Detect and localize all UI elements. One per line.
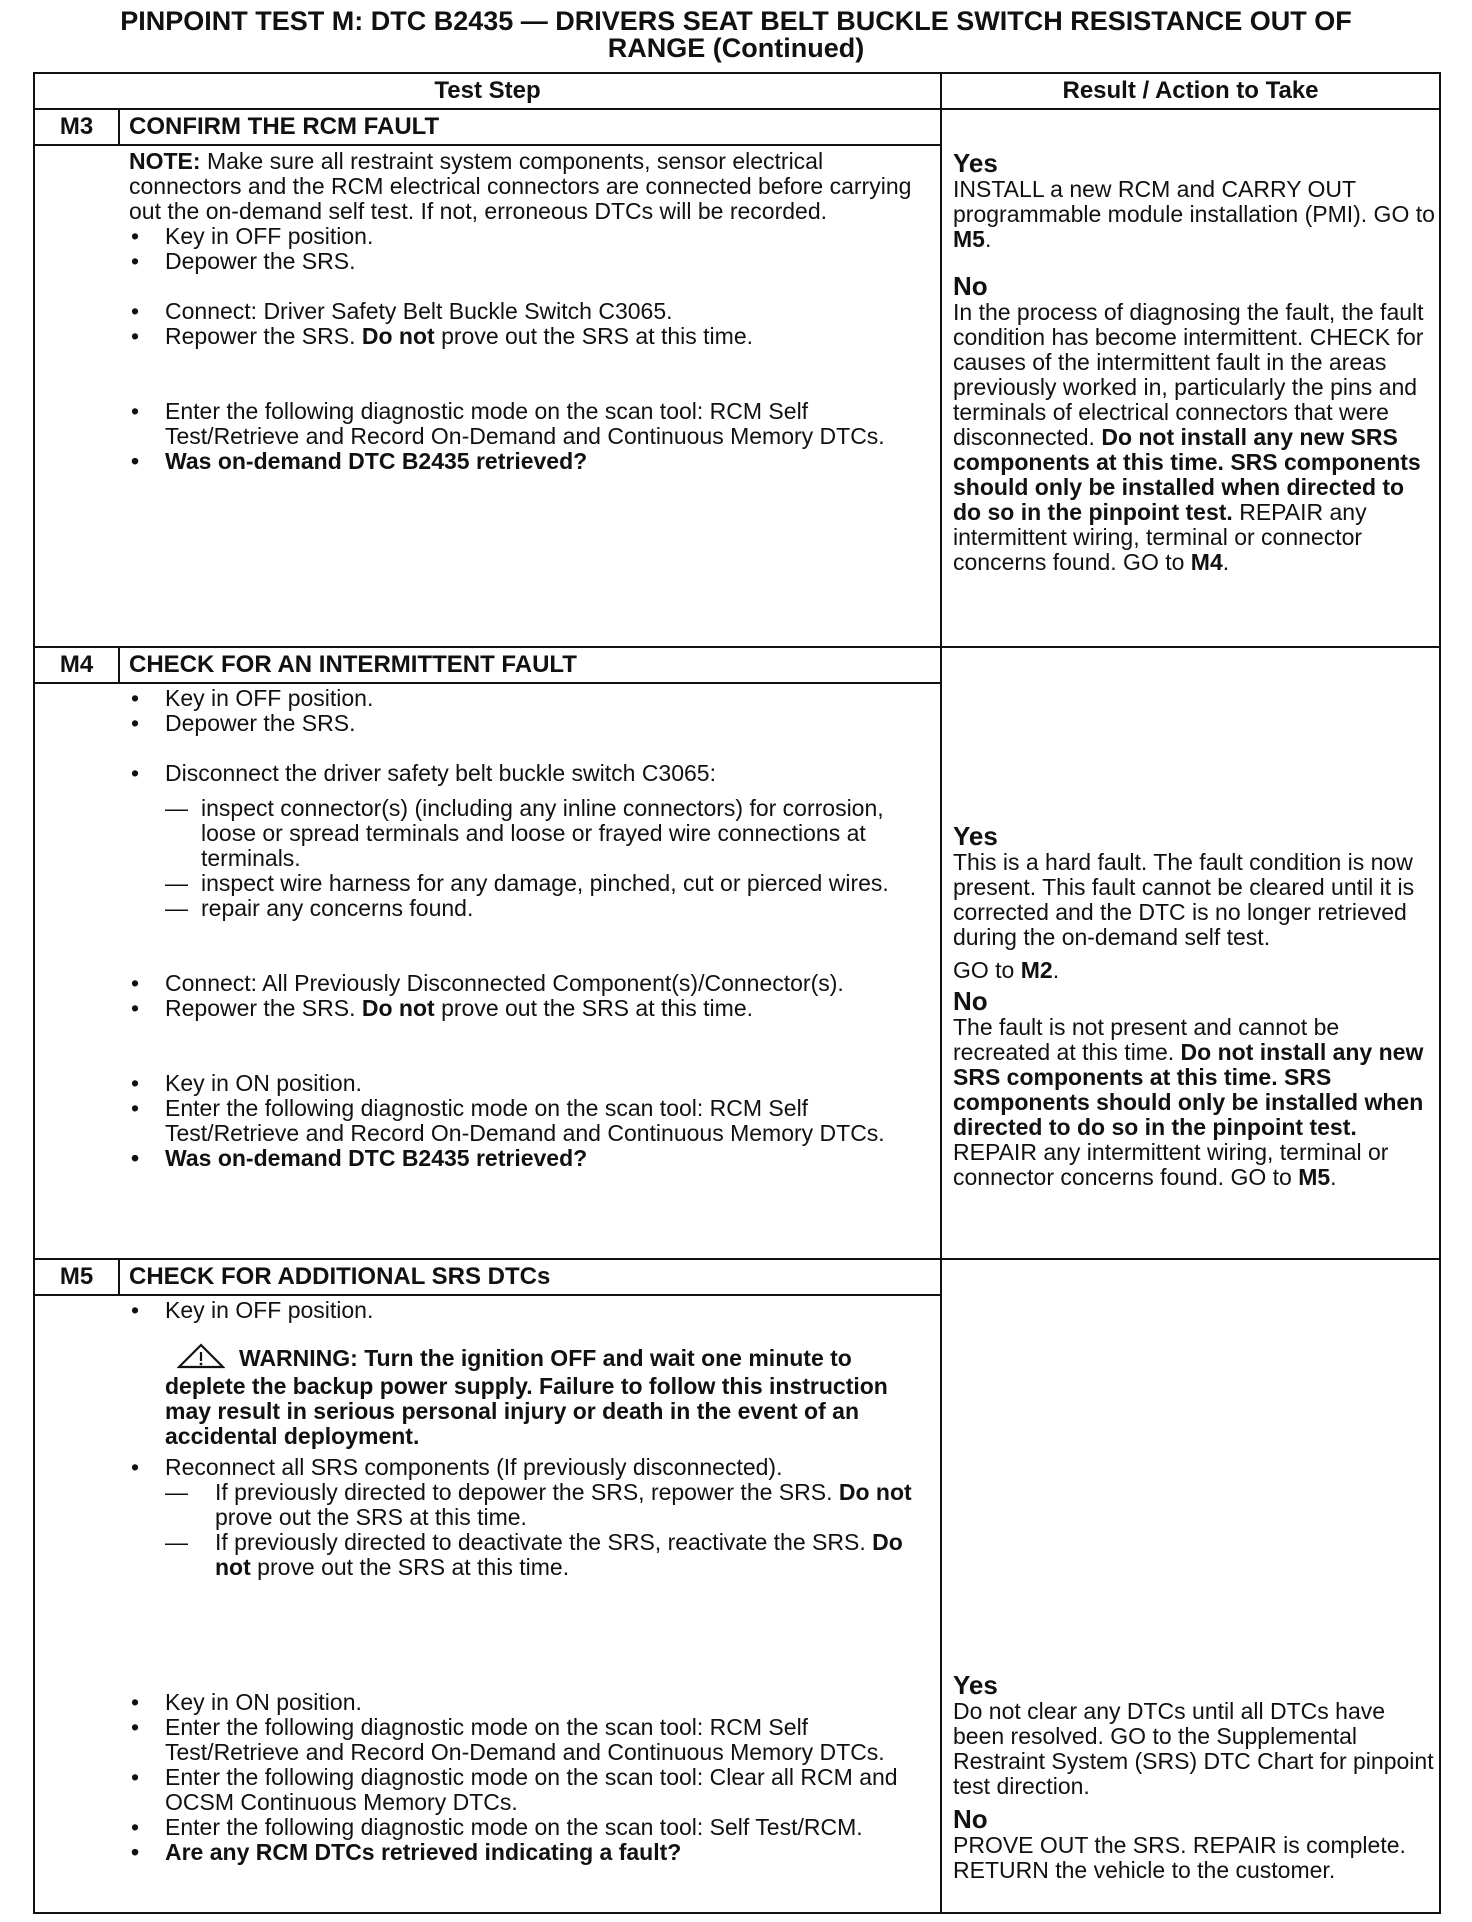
- m5-no-text: PROVE OUT the SRS. REPAIR is complete. RETURN the vehicle to the customer.: [953, 1832, 1406, 1883]
- list-item: • Enter the following diagnostic mode on the scan tool: RCM Self Test/Retrieve and Record On-Demand and Continuous Memory DTCs.: [129, 1096, 929, 1146]
- list-item: • Enter the following diagnostic mode on the scan tool: Clear all RCM and OCSM Continuous Memory DTCs.: [129, 1765, 929, 1815]
- list-item: • Disconnect the driver safety belt buckle switch C3065:: [129, 761, 929, 786]
- yes-label: Yes: [953, 1670, 998, 1700]
- list-item: • Key in ON position.: [129, 1690, 929, 1715]
- list-item: • Depower the SRS.: [129, 711, 929, 736]
- step-id-m3: M3: [59, 113, 94, 141]
- list-item: • Key in OFF position.: [129, 224, 929, 249]
- m3-steps: [129, 224, 929, 474]
- m5-result-body: [953, 1671, 1437, 1883]
- list-item: • Are any RCM DTCs retrieved indicating a fault?: [129, 1840, 929, 1865]
- title-line-2: RANGE (Continued): [607, 33, 865, 63]
- column-divider: [940, 74, 942, 1912]
- m4-steps-2: [129, 971, 929, 1171]
- list-item: — If previously directed to depower the SRS, repower the SRS. Do not prove out the SRS at this time.: [165, 1480, 929, 1530]
- m3-note: [129, 149, 929, 224]
- m3-yes-text: INSTALL a new RCM and CARRY OUT programmable module installation (PMI). GO to M5.: [953, 176, 1435, 252]
- step-title-rule: [35, 1294, 940, 1296]
- yes-label: Yes: [953, 821, 998, 851]
- m4-result-body: [953, 822, 1435, 1190]
- header-test-step: Test Step: [434, 77, 541, 105]
- warning-text: WARNING: Turn the ignition OFF and wait one minute to deplete the backup power supply. Failure to follow this instruction may result in serious personal injury or death in the event of an accidental deployment.: [165, 1345, 888, 1449]
- yes-label: Yes: [953, 148, 998, 178]
- list-item: • Key in ON position.: [129, 1071, 929, 1096]
- list-item: • Key in OFF position.: [129, 1298, 929, 1323]
- list-item: • Connect: Driver Safety Belt Buckle Switch C3065.: [129, 299, 929, 324]
- step-id-m5: M5: [59, 1263, 94, 1291]
- no-label: No: [953, 986, 988, 1016]
- header-result: Result / Action to Take: [1062, 77, 1319, 105]
- step-title-m5: CHECK FOR ADDITIONAL SRS DTCs: [129, 1263, 551, 1291]
- m5-steps-2: [129, 1455, 929, 1480]
- list-item: — inspect wire harness for any damage, pinched, cut or pierced wires.: [165, 871, 929, 896]
- step-title-rule: [35, 682, 940, 684]
- m4-test-step-body: [129, 686, 929, 1171]
- warning-triangle-icon: [177, 1343, 225, 1374]
- document-title: [30, 8, 1442, 62]
- m4-steps: [129, 686, 929, 786]
- m4-no-text: The fault is not present and cannot be recreated at this time. Do not install any new SRS components at this time. SRS components should only be installed when directed to do so in the pinpoint test. REPAIR any intermittent wiring, terminal or connector concerns found. GO to M5.: [953, 1014, 1424, 1190]
- pinpoint-test-table: [33, 72, 1441, 1914]
- list-item: • Connect: All Previously Disconnected Component(s)/Connector(s).: [129, 971, 929, 996]
- list-item: • Repower the SRS. Do not prove out the SRS at this time.: [129, 996, 929, 1021]
- step-id-divider: [118, 110, 120, 144]
- list-item: • Was on-demand DTC B2435 retrieved?: [129, 1146, 929, 1171]
- step-title-rule: [35, 144, 940, 146]
- m4-goto: GO to M2.: [953, 957, 1060, 983]
- note-text: Make sure all restraint system components, sensor electrical connectors and the RCM electrical connectors are connected before carrying out the on-demand self test. If not, erroneous DTCs will be recorded.: [129, 148, 912, 224]
- list-item: • Repower the SRS. Do not prove out the SRS at this time.: [129, 324, 929, 349]
- list-item: — repair any concerns found.: [165, 896, 929, 921]
- m5-steps-3: [129, 1690, 929, 1865]
- step-id-m4: M4: [59, 651, 94, 679]
- m4-inspect-list: [165, 796, 929, 921]
- step-title-m4: CHECK FOR AN INTERMITTENT FAULT: [129, 651, 577, 679]
- m3-no-text: In the process of diagnosing the fault, the fault condition has become intermittent. CHECK for causes of the intermittent fault in the areas previously worked in, particularly the pins and terminals of electrical connectors that were disconnected. Do not install any new SRS components at this time. SRS components should only be installed when directed to do so in the pinpoint test. REPAIR any intermittent wiring, terminal or connector concerns found. GO to M4.: [953, 299, 1424, 575]
- m4-yes-text: This is a hard fault. The fault condition is now present. This fault cannot be cleared until it is corrected and the DTC is no longer retrieved during the on-demand self test.: [953, 849, 1415, 950]
- m5-test-step-body: [129, 1298, 929, 1865]
- title-line-1: PINPOINT TEST M: DTC B2435 — DRIVERS SEAT BELT BUCKLE SWITCH RESISTANCE OUT OF: [120, 6, 1352, 36]
- m5-steps: [129, 1298, 929, 1323]
- no-label: No: [953, 1804, 988, 1834]
- warning-block: [129, 1343, 929, 1449]
- m3-test-step-body: [129, 149, 929, 474]
- list-item: — If previously directed to deactivate the SRS, reactivate the SRS. Do not prove out the SRS at this time.: [165, 1530, 929, 1580]
- list-item: • Enter the following diagnostic mode on the scan tool: Self Test/RCM.: [129, 1815, 929, 1840]
- list-item: • Enter the following diagnostic mode on the scan tool: RCM Self Test/Retrieve and Record On-Demand and Continuous Memory DTCs.: [129, 1715, 929, 1765]
- step-id-divider: [118, 648, 120, 682]
- m3-result-body: [953, 149, 1435, 575]
- step-title-m3: CONFIRM THE RCM FAULT: [129, 113, 440, 141]
- no-label: No: [953, 271, 988, 301]
- m5-yes-text: Do not clear any DTCs until all DTCs have been resolved. GO to the Supplemental Restraint System (SRS) DTC Chart for pinpoint test direction.: [953, 1698, 1434, 1799]
- note-label: NOTE:: [129, 148, 201, 174]
- step-id-divider: [118, 1260, 120, 1294]
- list-item: • Key in OFF position.: [129, 686, 929, 711]
- list-item: — inspect connector(s) (including any inline connectors) for corrosion, loose or spread terminals and loose or frayed wire connections at terminals.: [165, 796, 929, 871]
- list-item: • Enter the following diagnostic mode on the scan tool: RCM Self Test/Retrieve and Record On-Demand and Continuous Memory DTCs.: [129, 399, 929, 449]
- list-item: • Depower the SRS.: [129, 249, 929, 274]
- list-item: • Reconnect all SRS components (If previously disconnected).: [129, 1455, 929, 1480]
- list-item: • Was on-demand DTC B2435 retrieved?: [129, 449, 929, 474]
- m5-sub-list: [165, 1480, 929, 1580]
